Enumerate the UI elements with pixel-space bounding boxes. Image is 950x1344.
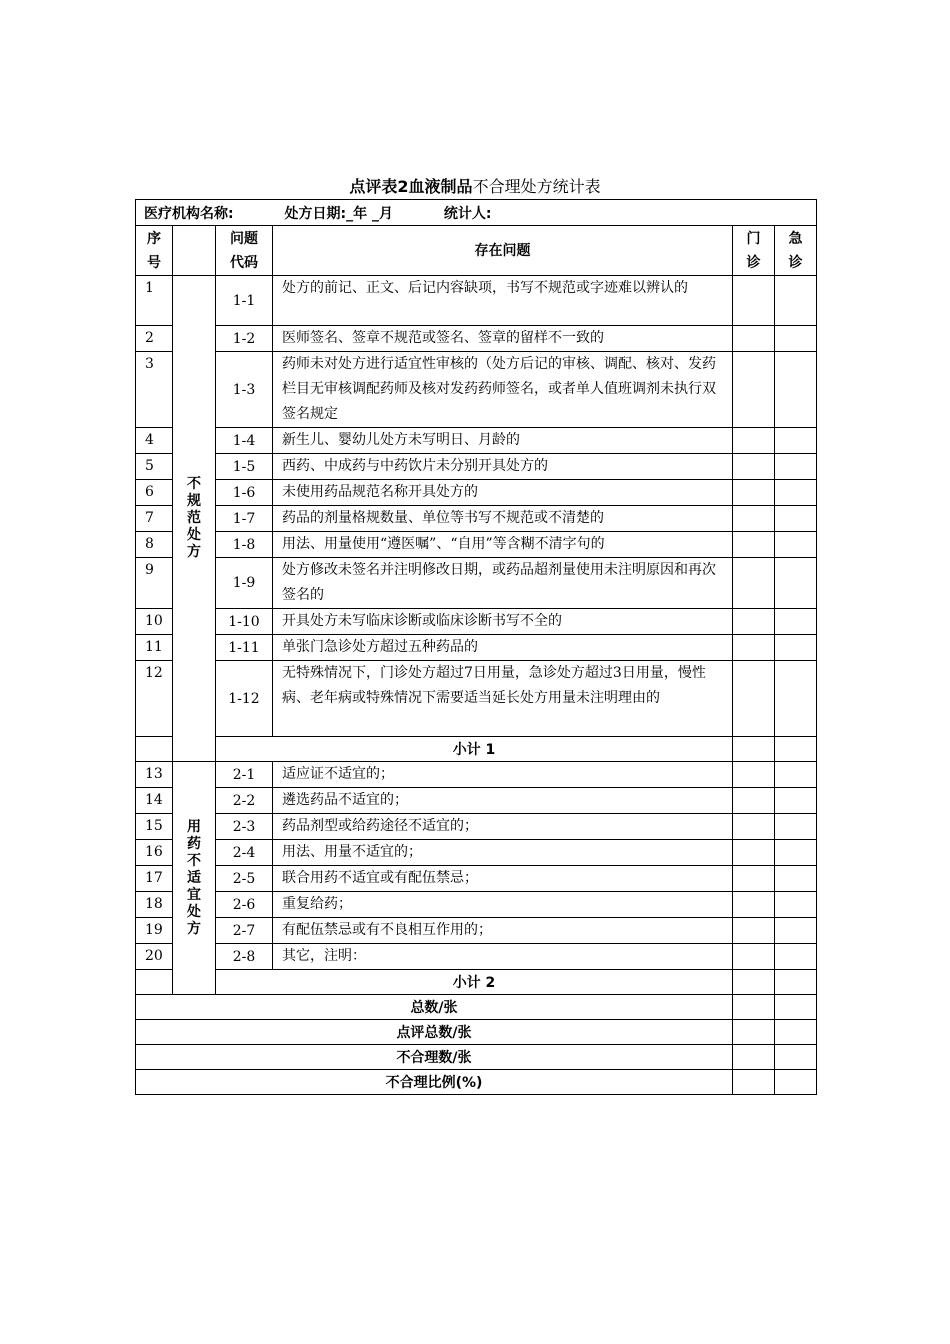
row-problem: 西药、中成药与中药饮片未分别开具处方的 bbox=[273, 454, 733, 480]
total-label: 不合理比例(%) bbox=[136, 1070, 733, 1095]
category-irregular bbox=[173, 276, 216, 762]
row-code: 1-3 bbox=[216, 352, 273, 428]
row-seq: 4 bbox=[136, 428, 173, 454]
emergency-cell bbox=[775, 326, 817, 352]
table-row bbox=[136, 428, 817, 454]
row-problem: 处方的前记、正文、后记内容缺项，书写不规范或字迹难以辨认的 bbox=[273, 276, 733, 326]
row-code: 2-1 bbox=[216, 762, 273, 788]
row-seq: 9 bbox=[136, 558, 173, 609]
row-problem: 重复给药； bbox=[273, 892, 733, 918]
table-row bbox=[136, 326, 817, 352]
outpatient-cell bbox=[733, 558, 775, 609]
emergency-cell bbox=[775, 532, 817, 558]
table-row bbox=[136, 480, 817, 506]
emergency-cell bbox=[775, 866, 817, 892]
outpatient-cell bbox=[733, 1020, 775, 1045]
row-problem: 药品的剂量格规数量、单位等书写不规范或不清楚的 bbox=[273, 506, 733, 532]
emergency-cell bbox=[775, 892, 817, 918]
outpatient-cell bbox=[733, 532, 775, 558]
row-seq: 10 bbox=[136, 609, 173, 635]
outpatient-cell bbox=[733, 866, 775, 892]
header-outpatient: 门诊 bbox=[733, 226, 775, 276]
header-blank bbox=[173, 226, 216, 276]
row-code: 1-10 bbox=[216, 609, 273, 635]
table-row bbox=[136, 788, 817, 814]
row-problem: 新生儿、婴幼儿处方未写明日、月龄的 bbox=[273, 428, 733, 454]
row-problem: 开具处方未写临床诊断或临床诊断书写不全的 bbox=[273, 609, 733, 635]
row-problem: 其它，注明： bbox=[273, 944, 733, 970]
header-emergency: 急诊 bbox=[775, 226, 817, 276]
total-row bbox=[136, 1020, 817, 1045]
outpatient-cell bbox=[733, 609, 775, 635]
total-row bbox=[136, 995, 817, 1020]
row-code: 1-7 bbox=[216, 506, 273, 532]
emergency-cell bbox=[775, 944, 817, 970]
row-code: 1-11 bbox=[216, 635, 273, 661]
header-seq: 序号 bbox=[136, 226, 173, 276]
row-problem: 药品剂型或给药途径不适宜的； bbox=[273, 814, 733, 840]
category-irregular-text: 不规范处方 bbox=[187, 476, 201, 560]
emergency-cell bbox=[775, 276, 817, 326]
table-row bbox=[136, 892, 817, 918]
row-code: 2-6 bbox=[216, 892, 273, 918]
outpatient-cell bbox=[733, 840, 775, 866]
emergency-cell bbox=[775, 1045, 817, 1070]
row-code: 2-7 bbox=[216, 918, 273, 944]
row-problem: 药师未对处方进行适宜性审核的（处方后记的审核、调配、核对、发药栏目无审核调配药师及核对发药药师签名，或者单人值班调剂未执行双签名规定 bbox=[273, 352, 733, 428]
row-seq: 17 bbox=[136, 866, 173, 892]
row-code: 1-5 bbox=[216, 454, 273, 480]
category-inappropriate-text: 用药不适宜处方 bbox=[187, 818, 201, 937]
total-label: 总数/张 bbox=[136, 995, 733, 1020]
subtotal-seq-blank bbox=[136, 970, 173, 995]
emergency-cell bbox=[775, 558, 817, 609]
total-label: 不合理数/张 bbox=[136, 1045, 733, 1070]
header-code: 问题代码 bbox=[216, 226, 273, 276]
statistics-table bbox=[135, 199, 817, 1095]
table-row bbox=[136, 944, 817, 970]
row-problem: 无特殊情况下，门诊处方超过7日用量，急诊处方超过3日用量，慢性病、老年病或特殊情况下需要适当延长处方用量未注明理由的 bbox=[273, 661, 733, 737]
total-row bbox=[136, 1045, 817, 1070]
row-code: 1-4 bbox=[216, 428, 273, 454]
outpatient-cell bbox=[733, 814, 775, 840]
emergency-cell bbox=[775, 480, 817, 506]
emergency-cell bbox=[775, 609, 817, 635]
row-seq: 2 bbox=[136, 326, 173, 352]
table-row bbox=[136, 454, 817, 480]
outpatient-cell bbox=[733, 326, 775, 352]
row-seq: 14 bbox=[136, 788, 173, 814]
subtotal-2-row-label: 小计 2 bbox=[216, 970, 733, 995]
table-row bbox=[136, 532, 817, 558]
total-row bbox=[136, 1070, 817, 1095]
emergency-cell bbox=[775, 995, 817, 1020]
row-problem: 适应证不适宜的； bbox=[273, 762, 733, 788]
emergency-cell bbox=[775, 918, 817, 944]
row-seq: 8 bbox=[136, 532, 173, 558]
row-problem: 用法、用量不适宜的； bbox=[273, 840, 733, 866]
row-seq: 1 bbox=[136, 276, 173, 326]
row-problem: 用法、用量使用“遵医嘱”、“自用”等含糊不清字句的 bbox=[273, 532, 733, 558]
title-bold: 点评表2血液制品 bbox=[349, 177, 473, 196]
subtotal-seq-blank bbox=[136, 737, 173, 762]
emergency-cell bbox=[775, 840, 817, 866]
table-row bbox=[136, 635, 817, 661]
table-row bbox=[136, 352, 817, 428]
outpatient-cell bbox=[733, 970, 775, 995]
emergency-cell bbox=[775, 814, 817, 840]
table-row bbox=[136, 661, 817, 737]
row-problem: 有配伍禁忌或有不良相互作用的； bbox=[273, 918, 733, 944]
outpatient-cell bbox=[733, 480, 775, 506]
table-row bbox=[136, 506, 817, 532]
outpatient-cell bbox=[733, 892, 775, 918]
row-code: 2-4 bbox=[216, 840, 273, 866]
category-inappropriate bbox=[173, 762, 216, 995]
table-row bbox=[136, 840, 817, 866]
emergency-cell bbox=[775, 635, 817, 661]
subtotal-2-row bbox=[136, 970, 817, 995]
row-code: 2-3 bbox=[216, 814, 273, 840]
row-seq: 5 bbox=[136, 454, 173, 480]
row-seq: 13 bbox=[136, 762, 173, 788]
table-row bbox=[136, 762, 817, 788]
emergency-cell bbox=[775, 737, 817, 762]
emergency-cell bbox=[775, 506, 817, 532]
row-code: 1-8 bbox=[216, 532, 273, 558]
row-problem: 遴选药品不适宜的； bbox=[273, 788, 733, 814]
outpatient-cell bbox=[733, 454, 775, 480]
row-seq: 7 bbox=[136, 506, 173, 532]
date-label: 处方日期:_年 _月 bbox=[284, 205, 393, 222]
emergency-cell bbox=[775, 428, 817, 454]
emergency-cell bbox=[775, 970, 817, 995]
row-seq: 3 bbox=[136, 352, 173, 428]
institution-label: 医疗机构名称: bbox=[144, 205, 234, 222]
row-seq: 11 bbox=[136, 635, 173, 661]
stat-label: 统计人: bbox=[443, 205, 492, 222]
row-code: 2-5 bbox=[216, 866, 273, 892]
row-problem: 联合用药不适宜或有配伍禁忌； bbox=[273, 866, 733, 892]
row-seq: 20 bbox=[136, 944, 173, 970]
row-code: 1-9 bbox=[216, 558, 273, 609]
row-seq: 12 bbox=[136, 661, 173, 737]
row-seq: 18 bbox=[136, 892, 173, 918]
outpatient-cell bbox=[733, 918, 775, 944]
row-problem: 处方修改未签名并注明修改日期，或药品超剂量使用未注明原因和再次签名的 bbox=[273, 558, 733, 609]
total-label: 点评总数/张 bbox=[136, 1020, 733, 1045]
table-row bbox=[136, 558, 817, 609]
table-row bbox=[136, 814, 817, 840]
title-rest: 不合理处方统计表 bbox=[472, 177, 601, 196]
subtotal-1-row-label: 小计 1 bbox=[216, 737, 733, 762]
row-seq: 16 bbox=[136, 840, 173, 866]
table-row bbox=[136, 276, 817, 326]
table-row bbox=[136, 866, 817, 892]
outpatient-cell bbox=[733, 944, 775, 970]
row-code: 2-8 bbox=[216, 944, 273, 970]
row-code: 2-2 bbox=[216, 788, 273, 814]
row-code: 1-2 bbox=[216, 326, 273, 352]
outpatient-cell bbox=[733, 737, 775, 762]
outpatient-cell bbox=[733, 995, 775, 1020]
emergency-cell bbox=[775, 454, 817, 480]
row-code: 1-6 bbox=[216, 480, 273, 506]
outpatient-cell bbox=[733, 1045, 775, 1070]
row-seq: 6 bbox=[136, 480, 173, 506]
emergency-cell bbox=[775, 661, 817, 737]
outpatient-cell bbox=[733, 428, 775, 454]
outpatient-cell bbox=[733, 276, 775, 326]
table-row bbox=[136, 609, 817, 635]
row-seq: 19 bbox=[136, 918, 173, 944]
row-seq: 15 bbox=[136, 814, 173, 840]
outpatient-cell bbox=[733, 788, 775, 814]
outpatient-cell bbox=[733, 661, 775, 737]
emergency-cell bbox=[775, 1070, 817, 1095]
row-code: 1-12 bbox=[216, 661, 273, 737]
row-code: 1-1 bbox=[216, 276, 273, 326]
info-row bbox=[136, 200, 817, 226]
row-problem: 未使用药品规范名称开具处方的 bbox=[273, 480, 733, 506]
outpatient-cell bbox=[733, 1070, 775, 1095]
subtotal-1-row bbox=[136, 737, 817, 762]
table-title bbox=[0, 176, 950, 198]
table-row bbox=[136, 918, 817, 944]
emergency-cell bbox=[775, 352, 817, 428]
outpatient-cell bbox=[733, 635, 775, 661]
row-problem: 医师签名、签章不规范或签名、签章的留样不一致的 bbox=[273, 326, 733, 352]
emergency-cell bbox=[775, 1020, 817, 1045]
emergency-cell bbox=[775, 762, 817, 788]
header-problem: 存在问题 bbox=[273, 226, 733, 276]
row-problem: 单张门急诊处方超过五种药品的 bbox=[273, 635, 733, 661]
outpatient-cell bbox=[733, 352, 775, 428]
emergency-cell bbox=[775, 788, 817, 814]
outpatient-cell bbox=[733, 506, 775, 532]
outpatient-cell bbox=[733, 762, 775, 788]
